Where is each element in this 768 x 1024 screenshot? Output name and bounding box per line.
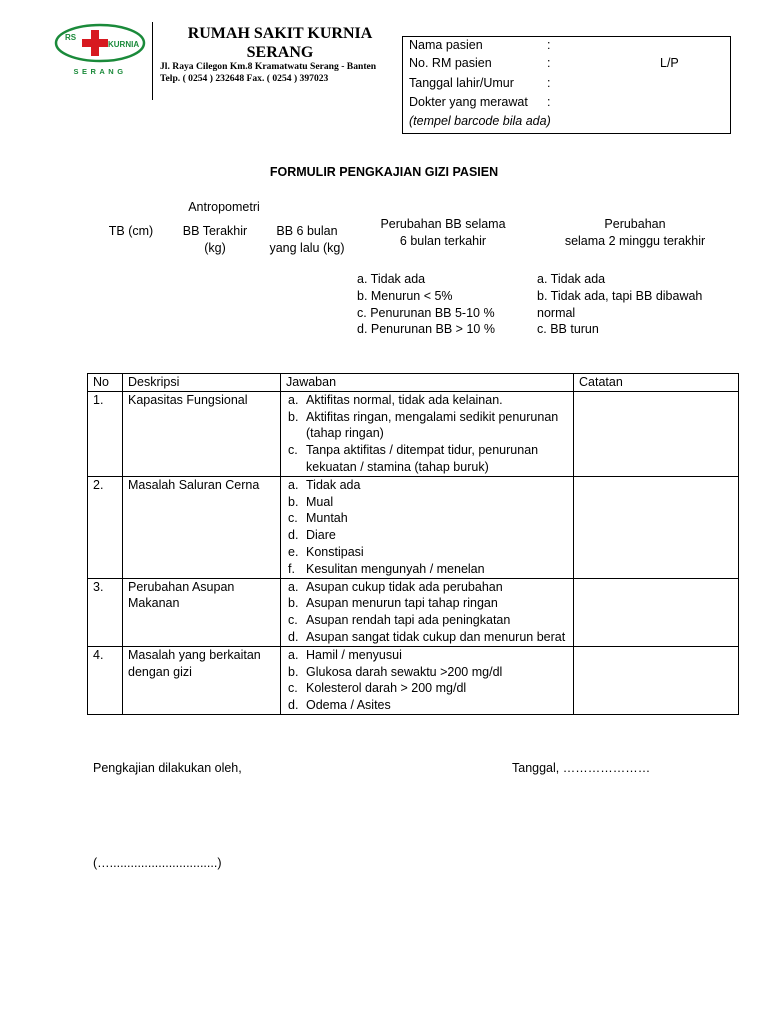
answer-letter: a.: [288, 477, 299, 492]
answer-letter: b.: [288, 664, 299, 679]
answer-letter: c.: [288, 613, 298, 628]
change-2w-options[interactable]: [537, 271, 702, 338]
col-header-notes: Catatan: [574, 374, 739, 392]
answer-text: Kolesterol darah > 200 mg/dl: [306, 681, 467, 696]
answer-option[interactable]: [286, 697, 568, 714]
row-description: Masalah Saluran Cerna: [123, 476, 281, 578]
row-answers: [281, 391, 574, 476]
change-2w-label: [556, 216, 714, 250]
answer-letter: d.: [288, 528, 299, 543]
anthropometry-label: Antropometri: [188, 200, 260, 214]
answer-text: Konstipasi: [306, 544, 364, 559]
answer-option[interactable]: [286, 510, 568, 527]
patient-doctor-label: Dokter yang merawat: [409, 95, 528, 109]
hospital-name: RUMAH SAKIT KURNIA SERANG: [187, 25, 373, 61]
logo-cross-h: [82, 39, 108, 47]
answer-text: Tanpa aktifitas / ditempat tidur, penurunan kekuatan / stamina (tahap buruk): [306, 443, 539, 474]
answer-option[interactable]: [286, 612, 568, 629]
answer-text: Asupan cukup tidak ada perubahan: [306, 579, 503, 594]
barcode-note: (tempel barcode bila ada): [409, 114, 551, 128]
answer-text: Hamil / menyusui: [306, 647, 402, 662]
answer-text: Aktifitas ringan, mengalami sedikit penurunan (tahap ringan): [306, 409, 559, 441]
answer-option[interactable]: [286, 409, 568, 443]
answer-text: Glukosa darah sewaktu >200 mg/dl: [306, 664, 503, 679]
answer-option[interactable]: [286, 595, 568, 612]
answer-text: Kesulitan mengunyah / menelan: [306, 561, 485, 576]
answer-option[interactable]: [286, 629, 568, 646]
answer-text: Asupan sangat tidak cukup dan menurun berat: [306, 629, 566, 644]
row-answers: [281, 646, 574, 714]
answer-letter: c.: [288, 681, 298, 696]
answer-letter: b.: [288, 596, 299, 611]
bb-6m-label: [262, 223, 352, 257]
answer-letter: f.: [288, 561, 295, 576]
hospital-address: Jl. Raya Cilegon Km.8 Kramatwatu Serang - Banten: [160, 61, 377, 72]
answer-text: Odema / Asites: [306, 698, 391, 713]
change-2w-line2: selama 2 minggu terakhir: [564, 234, 706, 248]
answer-option[interactable]: [286, 664, 568, 681]
answer-letter: b.: [288, 494, 299, 509]
answer-letter: d.: [288, 698, 299, 713]
change-2w-option[interactable]: c. BB turun: [537, 322, 599, 337]
hospital-logo: [52, 22, 148, 78]
bb-last-line2: (kg): [204, 241, 226, 255]
patient-rm-label: No. RM pasien: [409, 56, 492, 70]
change-6m-option[interactable]: b. Menurun < 5%: [357, 288, 453, 303]
answer-option[interactable]: [286, 647, 568, 664]
answer-letter: a.: [288, 579, 299, 594]
change-2w-option-cont[interactable]: normal: [537, 305, 576, 320]
bb-last-line1: BB Terakhir: [182, 224, 248, 238]
patient-name-label: Nama pasien: [409, 38, 483, 52]
bb-last-label: [170, 223, 260, 257]
answer-option[interactable]: [286, 561, 568, 578]
table-row: [88, 578, 739, 646]
change-2w-line1: Perubahan: [604, 217, 666, 231]
row-answers: [281, 578, 574, 646]
answer-letter: b.: [288, 409, 299, 424]
header-divider: [152, 22, 153, 100]
answer-text: Mual: [306, 494, 334, 509]
row-number: 2.: [88, 476, 123, 578]
col-header-description: Deskripsi: [123, 374, 281, 392]
assessment-table: [87, 373, 739, 715]
change-6m-options[interactable]: [357, 271, 495, 338]
patient-name-colon: :: [547, 38, 551, 52]
table-row: [88, 391, 739, 476]
col-header-no: No: [88, 374, 123, 392]
answer-text: Asupan menurun tapi tahap ringan: [306, 596, 498, 611]
change-2w-option[interactable]: b. Tidak ada, tapi BB dibawah: [537, 288, 703, 303]
change-6m-option[interactable]: c. Penurunan BB 5-10 %: [357, 305, 495, 320]
patient-rm-colon: :: [547, 56, 551, 70]
date-field[interactable]: Tanggal, …………………: [512, 761, 651, 775]
row-notes-field[interactable]: [574, 646, 739, 714]
row-notes-field[interactable]: [574, 391, 739, 476]
answer-option[interactable]: [286, 494, 568, 511]
change-2w-option[interactable]: a. Tidak ada: [537, 272, 606, 286]
answer-letter: a.: [288, 392, 299, 407]
row-notes-field[interactable]: [574, 476, 739, 578]
answer-option[interactable]: [286, 477, 568, 494]
row-number: 4.: [88, 646, 123, 714]
answer-text: Diare: [306, 528, 336, 543]
change-6m-option[interactable]: d. Penurunan BB > 10 %: [357, 322, 495, 337]
change-6m-line1: Perubahan BB selama: [380, 217, 506, 231]
answer-option[interactable]: [286, 442, 568, 476]
row-number: 3.: [88, 578, 123, 646]
bb-6m-line1: BB 6 bulan: [276, 224, 338, 238]
patient-doctor-colon: :: [547, 95, 551, 109]
row-description: Masalah yang berkaitan dengan gizi: [123, 646, 281, 714]
table-row: [88, 646, 739, 714]
row-description: Perubahan Asupan Makanan: [123, 578, 281, 646]
answer-letter: d.: [288, 629, 299, 644]
tb-label: TB (cm): [108, 224, 154, 238]
answer-option[interactable]: [286, 527, 568, 544]
patient-identity-box[interactable]: [402, 36, 731, 134]
patient-sex-label: L/P: [660, 56, 679, 70]
answer-option[interactable]: [286, 579, 568, 596]
form-title: FORMULIR PENGKAJIAN GIZI PASIEN: [269, 165, 499, 179]
answer-text: Asupan rendah tapi ada peningkatan: [306, 613, 511, 628]
logo-city: SERANG: [73, 67, 127, 76]
logo-prefix: RS: [65, 33, 77, 42]
change-6m-label: [372, 216, 514, 250]
signature-field[interactable]: (…...............................): [93, 856, 222, 870]
col-header-answer: Jawaban: [281, 374, 574, 392]
hospital-phone: Telp. ( 0254 ) 232648 Fax. ( 0254 ) 397023: [160, 73, 329, 84]
row-number: 1.: [88, 391, 123, 476]
answer-letter: e.: [288, 544, 299, 559]
table-row: [88, 476, 739, 578]
bb-6m-line2: yang lalu (kg): [269, 241, 345, 255]
answer-text: Tidak ada: [306, 477, 361, 492]
patient-dob-label: Tanggal lahir/Umur: [409, 76, 514, 90]
answer-option[interactable]: [286, 544, 568, 561]
answer-text: Aktifitas normal, tidak ada kelainan.: [306, 392, 503, 407]
answer-letter: c.: [288, 511, 298, 526]
assessed-by-label: Pengkajian dilakukan oleh,: [93, 761, 242, 775]
row-description: Kapasitas Fungsional: [123, 391, 281, 476]
table-header-row: [88, 374, 739, 392]
answer-letter: a.: [288, 647, 299, 662]
answer-letter: c.: [288, 443, 298, 458]
change-6m-option[interactable]: a. Tidak ada: [357, 272, 426, 286]
answer-option[interactable]: [286, 680, 568, 697]
patient-dob-colon: :: [547, 76, 551, 90]
logo-brand: KURNIA: [108, 40, 140, 49]
change-6m-line2: 6 bulan terkahir: [399, 234, 487, 248]
answer-text: Muntah: [306, 511, 348, 526]
row-notes-field[interactable]: [574, 578, 739, 646]
row-answers: [281, 476, 574, 578]
answer-option[interactable]: [286, 392, 568, 409]
